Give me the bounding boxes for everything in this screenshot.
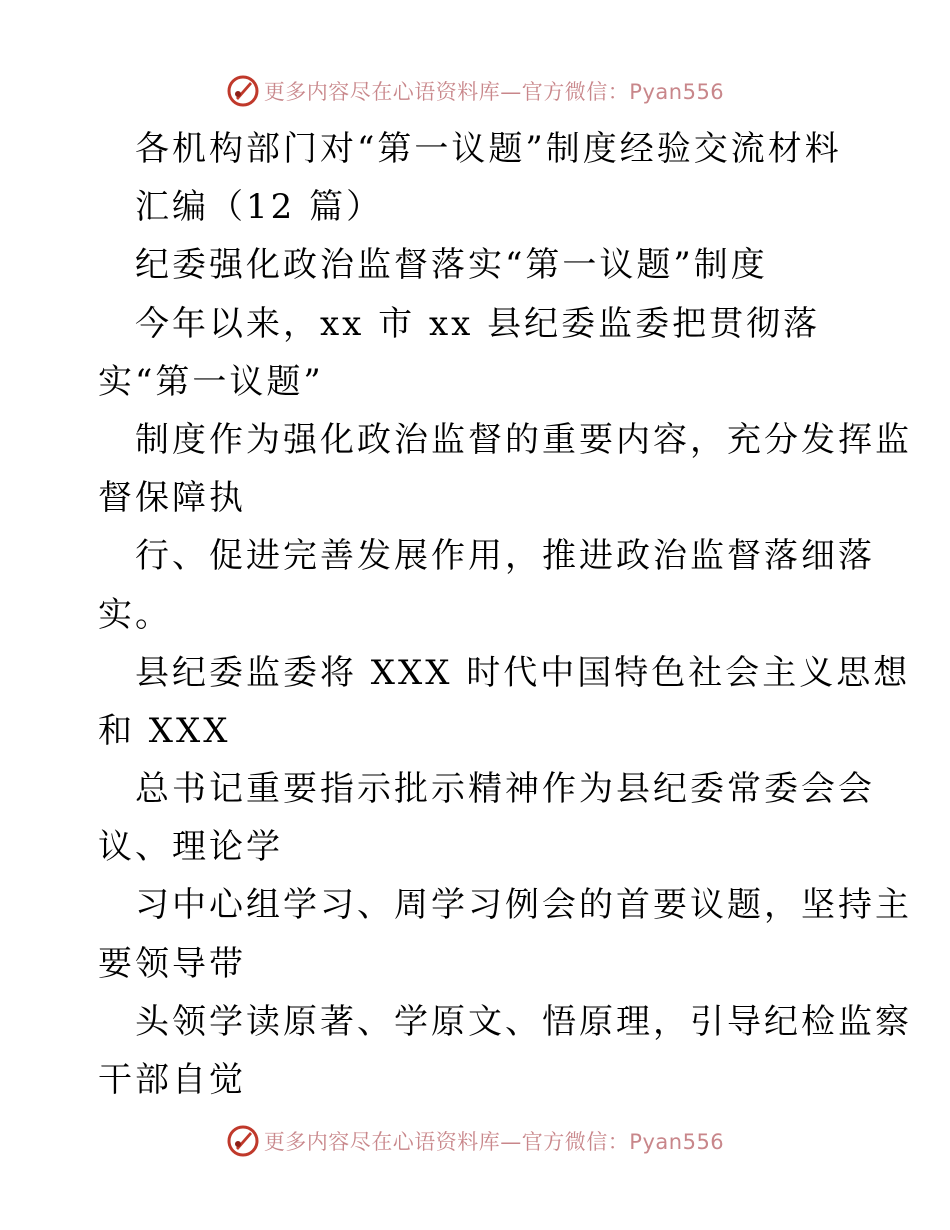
text-line: 行、促进完善发展作用，推进政治监督落细落 [135, 536, 875, 577]
text-line: 实“第一议题” [98, 361, 324, 402]
text-line: 纪委强化政治监督落实“第一议题”制度 [135, 245, 768, 286]
text-line: 头领学读原著、学原文、悟原理，引导纪检监察 [135, 1001, 912, 1042]
text-line: 实。 [98, 594, 172, 635]
text-line: 和 XXX [98, 710, 231, 751]
text-line: 县纪委监委将 XXX 时代中国特色社会主义思想 [135, 652, 911, 693]
text-line: 汇编（12 篇） [135, 187, 384, 228]
text-line: 今年以来，xx 市 xx 县纪委监委把贯彻落 [135, 303, 821, 344]
document-body [98, 120, 912, 1109]
footer-watermark [0, 1121, 950, 1161]
text-line: 要领导带 [98, 943, 246, 984]
text-line: 督保障执 [98, 478, 246, 519]
text-line: 总书记重要指示批示精神作为县纪委常委会会 [135, 769, 875, 810]
quill-pen-logo-icon [226, 1124, 260, 1158]
text-line: 议、理论学 [98, 827, 283, 868]
text-line: 习中心组学习、周学习例会的首要议题，坚持主 [135, 885, 912, 926]
header-watermark [0, 71, 950, 111]
text-line: 各机构部门对“第一议题”制度经验交流材料 [135, 129, 842, 169]
text-line: 制度作为强化政治监督的重要内容，充分发挥监 [135, 419, 912, 460]
watermark-text: 更多内容尽在心语资料库—官方微信：Pyan556 [263, 1130, 725, 1154]
quill-pen-logo-icon [226, 74, 260, 108]
watermark-text: 更多内容尽在心语资料库—官方微信：Pyan556 [263, 80, 725, 104]
text-line: 干部自觉 [98, 1060, 246, 1100]
